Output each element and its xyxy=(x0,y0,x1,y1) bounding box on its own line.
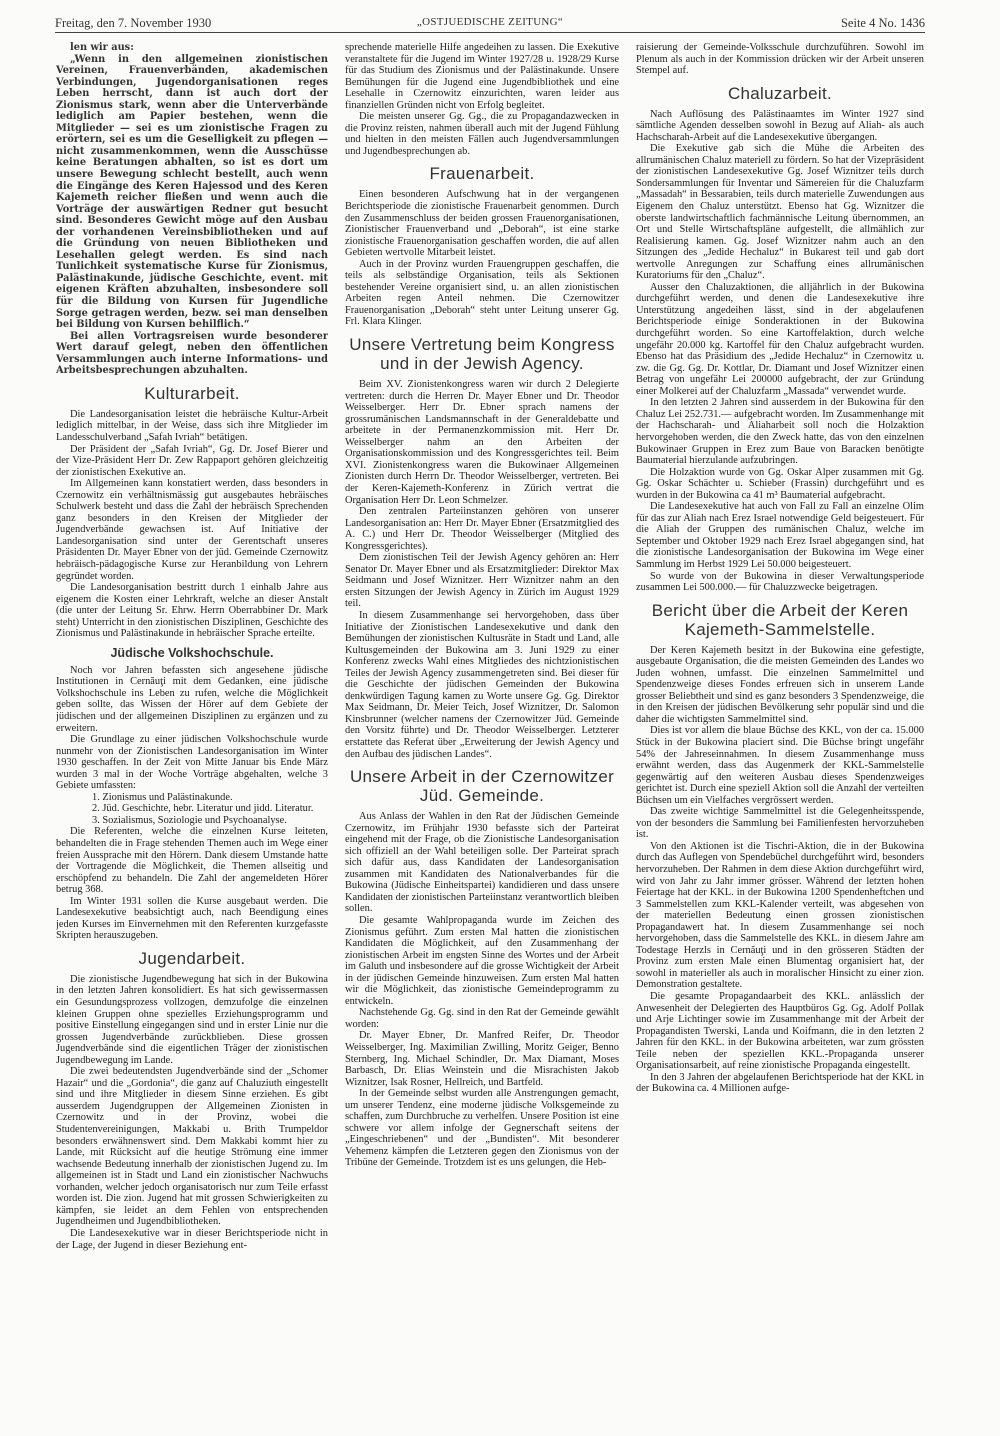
paragraph: Die Grundlage zu einer jüdischen Volkshochschule wurde nunmehr von der Zionistischen Landesorganisation im Winter 1930 geschaffen. In der Zeit von Mitte Januar bis Ende März wurden 3 mal in der Woche Vorträge abgehalten, welche 3 Gebiete umfassten: xyxy=(56,734,328,792)
column-2 xyxy=(345,42,619,1404)
paragraph: Einen besonderen Aufschwung hat in der vergangenen Berichtsperiode die zionistische Frauenarbeit genommen. Durch den Zusammenschluss der beiden grossen Frauenorganisationen, Zionistischer Frauenverband und „Deborah“, ist eine starke zionistische Frauenorganisation geschaffen worden, die auf allen Gebieten wertvolle Mitarbeit leistet. xyxy=(345,189,619,259)
section-heading: Kulturarbeit. xyxy=(144,383,240,403)
paragraph: Im Winter 1931 sollen die Kurse ausgebaut werden. Die Landesexekutive beabsichtigt auch, nach Beendigung eines jeden Kurses im Einvernehmen mit den Referenten kurzgefasste Skripten herauszugeben. xyxy=(56,895,328,942)
page-number: Seite 4 No. 1436 xyxy=(840,16,925,30)
paragraph: In diesem Zusammenhange sei hervorgehoben, dass über Initiative der Zionistischen Landesexekutive und dank den Bemühungen der zionistischen Kultusräte in Stadt und Land, alle Kultusgemeinden der Bukowina am 3. Juni 1929 zu einer Konferenz zwecks Wahl eines Mitgliedes des nichtzionistischen Teiles der Jewish Agency zusammengetreten sind. Bei dieser für die Geschichte der jüdischen Gemeinden der Bukowina denkwürdigen Tagung kamen zu Worte unsere Gg. Gg. Direktor Max Seidmann, Dr. Meier Teich, Josef Wiznitzer, Dr. Salomon Kinsbrunner (welcher namens der Czernowitzer Jüd. Gemeinde den Vorsitz führte) und Dr. Theodor Weisselberger. Letzterer erstattete das Referat über „Erweiterung der Jewish Agency und den Aufbau des jüdischen Landes“. xyxy=(345,609,619,760)
paragraph: Auch in der Provinz wurden Frauengruppen geschaffen, die teils als selbständige Organisation, teils als Sektionen bestehender Vereine organisiert sind, u. an allen zionistischen Arbeiten regen Anteil nehmen. Die Czernowitzer Frauenorganisation „Deborah“ steht unter Leitung unserer Gg. Frl. Klara Klinger. xyxy=(345,258,619,328)
paragraph: Die gesamte Propagandaarbeit des KKL. anlässlich der Anwesenheit der Delegierten des Hauptbüros Gg. Gg. Adolf Pollak und Arje Lichtinger sowie im Zusammenhange mit der Arbeit der Propagandisten Twerski, Landa und Koifmann, die in den letzten 2 Jahren für den KKL. in der Bukowina arbeiteten, war zum grössten Teile neben der speziellen KKL.-Propaganda unserer Organisationsarbeit, auf reine zionistische Propaganda eingestellt. xyxy=(636,991,924,1072)
paragraph: So wurde von der Bukowina in dieser Verwaltungsperiode zusammen Lei 500.000.— für Chaluzzwecke beigetragen. xyxy=(636,570,924,594)
page-header xyxy=(55,16,925,33)
paragraph: Die Referenten, welche die einzelnen Kurse leiteten, behandelten die in Frage stehenden Themen auch im Wege einer freien Aussprache mit den Hörern. Dank diesem Umstande hatte der Vortragende die Möglichkeit, die Themen allseitig und erschöpfend zu behandeln. Die Zahl der angemeldeten Hörer betrug 368. xyxy=(56,826,328,896)
paragraph: Nachstehende Gg. Gg. sind in den Rat der Gemeinde gewählt worden: xyxy=(345,1007,619,1030)
paragraph: Dies ist vor allem die blaue Büchse des KKL, von der ca. 15.000 Stück in der Bukowina placiert sind. Die Büchse bringt ungefähr 54% der Jahreseinnahmen. In diesem Zusammenhange muss erwähnt werden, dass das Augenmerk der KKL-Sammelstelle gegenwärtig auf den weiteren Ausbau dieses Spendenzweiges gerichtet ist. Durch eine speziell Aktion soll die Anzahl der verteilten Büchsen um ein Vielfaches vergrössert werden. xyxy=(636,725,924,806)
section-heading: Chaluzarbeit. xyxy=(727,83,833,103)
paragraph: Aus Anlass der Wahlen in den Rat der Jüdischen Gemeinde Czernowitz, im Frühjahr 1930 befasste sich der Parteirat eingehend mit der Frage, ob die Zionistische Landesorganisation sich offiziell an der Wahl beteiligen solle. Der Parteirat sprach sich dafür aus, dass Kandidaten der Landesorganisation zusammen mit Kandidaten des Nationalverbandes für die Bukowina (Jüdische Einheitspartei) kandidieren und dass unsere Kandidaten der zionistischen Parteiinstanz verantwortlich bleiben sollen. xyxy=(345,811,619,915)
paragraph: Die zwei bedeutendsten Jugendverbände sind der „Schomer Hazair“ und die „Gordonia“, die ganz auf Chaluziuth eingestellt sind und ihre Mitglieder in diesem Sinne erziehen. Es gibt ausserdem Jugendgruppen der Allgemeinen Zionisten in Czernowitz und in der Provinz, wobei die Studentenvereinigungen, Makkabi u. Brith Trumpeldor besonders erwähnenswert sind. Dem Makkabi kommt hier zu Lande, mit Rücksicht auf die heutige Strömung eine immer wachsende Bedeutung innerhalb der zionistischen Jugend zu. Im allgemeinen ist in Stadt und Land ein zionistischer Nachwuchs vorhanden, welcher jedoch organisatorisch nur zum Teile erfasst worden ist. Die zion. Jugend hat mit grossen Schwierigkeiten zu kämpfen, sie leidet an dem Fehlen von entsprechenden Jugendheimen und Jugendbibliotheken. xyxy=(56,1066,328,1228)
paragraph: len wir aus: xyxy=(70,42,134,53)
section-heading: Bericht über die Arbeit der Keren Kajemeth-Sammelstelle. xyxy=(651,600,909,639)
paragraph: „Wenn in den allgemeinen zionistischen Vereinen, Frauenverbänden, akademischen Verbindungen, Jugendorganisationen reges Leben herrscht, dann ist auch dort der Zionismus stark, wenn aber die Unterverbände lediglich am Papier bestehen, wenn die Mitglieder — sei es um zionistische Fragen zu erörtern, sei es um die Geselligkeit zu pflegen — nicht zusammenkommen, wenn die Ausschüsse keine Beratungen abhalten, so ist es dort um unsere Bewegung schlecht bestellt, auch wenn die Eingänge des Keren Hajessod und des Keren Kajemeth reicher fließen und wenn auch die Vorträge der auswärtigen Redner gut besucht sind. Besonderes Gewicht möge auf den Ausbau der vorhandenen Vereinsbibliotheken und auf die Gründung von neuen Bibliotheken und Lesehallen gelegt werden. Es sind nach Tunlichkeit systematische Kurse für Zionismus, Palästinakunde, jüdische Geschichte, event. mit eigenen Kräften abzuhalten, insbesondere soll für die Bildung von Kursen für Jugendliche Sorge getragen werden, bezw. sei man denselben bei Bildung von Kursen behilflich.“ xyxy=(56,53,328,331)
paragraph: Ausser den Chaluzaktionen, die alljährlich in der Bukowina durchgeführt werden, und denen die Landesexekutive ihre Unterstützung angedeihen lässt, sind in der abgelaufenen Berichtsperiode einige Sonderaktionen in der Bukowina durchgeführt worden. So eine Kartoffelaktion, durch welche ungefähr 20.000 kg. Kartoffel für den Chaluz aufgebracht wurden. Ebenso hat das Präsidium des „Jedide Hechaluz“ in Czernowitz u. zw. die Gg. Gg. Dr. Kottlar, Dr. Diamant und Josef Wiznitzer einen Betrag von ungefähr Lei 200000 aufgebracht, der zur Gründung einer Molkerei auf der Chaluzfarm „Massada“ verwendet wurde. xyxy=(636,281,924,397)
paragraph: Den zentralen Parteiinstanzen gehören von unserer Landesorganisation an: Herr Dr. Mayer Ebner (Ersatzmitglied des A. C.) und Herr Dr. Theodor Weisselberger (Mitglied des Kongressgerichtes). xyxy=(345,506,619,552)
paragraph: Dem zionistischen Teil der Jewish Agency gehören an: Herr Senator Dr. Mayer Ebner und als Ersatzmitglieder: Direktor Max Seidmann und Josef Wiznitzer. Herr Wiznitzer nahm an den ersten Sitzungen der Jewish Agency in Zürich im August 1929 teil. xyxy=(345,552,619,610)
section-heading: Jugendarbeit. xyxy=(138,948,246,968)
paragraph: Die Landesexekutive hat auch von Fall zu Fall an einzelne Olim für das zur Aliah nach Erez Israel notwendige Geld beigesteuert. Für die Aliah der Gruppen des rumänischen Chaluz, welche im September und Oktober 1929 nach Erez Israel abgegangen sind, hat die zionistische Landesorganisation der Bukowina im Wege einer Sammlung im Herbst 1929 Lei 50.000 beigesteuert. xyxy=(636,501,924,570)
section-heading: Frauenarbeit. xyxy=(429,164,535,184)
paragraph: Im Allgemeinen kann konstatiert werden, dass besonders in Czernowitz ein verhältnismässig gut ausgebautes hebräisches Schulwerk besteht und dass die Zahl der hebräisch Sprechenden ganz besonders in den Kreisen der Mitglieder der Jugendverbände gewachsen ist. Auf Initiative der Landesorganisation sind unter der Gerentschaft unseres Präsidenten Dr. Mayer Ebner von der jüd. Gemeinde Czernowitz hebräisch-pädagogische Kurse zur Heranbildung von Lehrern gegründet worden. xyxy=(56,478,328,582)
paragraph: Noch vor Jahren befassten sich angesehene jüdische Institutionen in Cernăuţi mit dem Gedanken, eine jüdische Volkshochschule ins Leben zu rufen, welche die Möglichkeit geben sollte, das Wissen der Hörer auf dem Gebiete der jüdischen und der allgemeinen Disziplinen zu ergänzen und zu erweitern. xyxy=(56,664,328,734)
paragraph: Beim XV. Zionistenkongress waren wir durch 2 Delegierte vertreten: durch die Herren Dr. Mayer Ebner und Dr. Theodor Weisselberger. Herr Dr. Ebner sprach namens der grossrumänischen Landsmannschaft in der Generaldebatte und arbeitete in der Permanenzkommission mit. Herr Dr. Weisselberger nahm an den Arbeiten der Organisationskommission und des Kongressgerichtes teil. Beim XVI. Zionistenkongress waren die Bukowinaer Allgemeinen Zionisten durch Herrn Dr. Theodor Weisselberger, vertreten. Bei der Keren-Kajemeth-Konferenz in Zürich vertrat die Organisation Herr Dr. Leon Schmelzer. xyxy=(345,379,619,506)
paragraph: Bei allen Vortragsreisen wurde besonderer Wert darauf gelegt, neben den öffentlichen Versammlungen auch interne Informations- und Arbeitsbesprechungen abzuhalten. xyxy=(56,330,328,377)
paragraph: Dr. Mayer Ebner, Dr. Manfred Reifer, Dr. Theodor Weisselberger, Ing. Maximilian Zwilling, Moritz Geiger, Benno Sternberg, Ing. Michael Schindler, Dr. Max Diamant, Moses Barbasch, Dr. Elias Weinstein und die Misrachisten Jakob Wiznitzer, Isak Rosner, Hellreich, und Bartfeld. xyxy=(345,1030,619,1088)
paragraph: sprechende materielle Hilfe angedeihen zu lassen. Die Exekutive veranstaltete für die Jugend im Winter 1927/28 u. 1928/29 Kurse für das Studium des Zionismus und der Palästinakunde. Unsere Bemühungen für die Jugend eine Jugendbibliothek und eine Lesehalle in Czernowitz einzurichten, waren leider aus finanziellen Gründen nicht von Erfolg begleitet. xyxy=(345,42,619,111)
paragraph: Der Keren Kajemeth besitzt in der Bukowina eine gefestigte, ausgebaute Organisation, die die meisten Gemeinden des Landes wo Juden wohnen, umfasst. Die einzelnen Sammelmittel und Spendenzweige dieses Fondes erfreuen sich in unserem Lande grosser Beliebtheit und sind es ganz besonders 3 Spendenzweige, die in den Kreisen der jüdischen Bevölkerung sehr populär sind und die daher die wichtigsten Sammelmittel sind. xyxy=(636,644,924,725)
paragraph: Nach Auflösung des Palästinaamtes im Winter 1927 sind sämtliche Agenden desselben sowohl in Bezug auf Aliah- als auch Hachscharah-Arbeit auf die Landesexekutive übergangen. xyxy=(636,108,924,143)
paragraph: Von den Aktionen ist die Tischri-Aktion, die in der Bukowina durch das Auflegen von Spendebüchel durchgeführt wird, besonders hervorzuheben. Der Rahmen in dem diese Aktion durchgeführt wird, wird von Jahr zu Jahr immer grösser. Während der letzten hohen Feiertage hat der KKL. in der Bukowina 1200 Spendenheftchen und 3 Sammelstellen zum KKL-Kalender verteilt, was abgesehen von der materiellen Bedeutung einen grossen zionistischen Propagandawert hat. In diesem Zusammenhange sei noch hervorgehoben, dass die Sammelstelle des KKL. in diesem Jahre am Todestage Herzls in Cernăuţi und in den grösseren Städten der Provinz zum ersten Male einen Blumentag organisiert hat, der sowohl in materieller als auch in moralischer Hinsicht zu einer zion. Demonstration gestaltete. xyxy=(636,840,924,991)
paragraph: In der Gemeinde selbst wurden alle Anstrengungen gemacht, um unserer Tendenz, eine moderne jüdische Volksgemeinde zu schaffen, zum Durchbruche zu verhelfen. Unsere Position ist eine schwere vor allem infolge der Gegnerschaft seitens der „Eingeschriebenen“ und der „Bundisten“. Mit besonderer Vehemenz kämpfen die Letzteren gegen den Zionismus von der Tribüne der Gemeinde. Trotzdem ist es uns gelungen, die Heb- xyxy=(345,1088,619,1169)
paragraph: Die Landesorganisation bestritt durch 1 einhalb Jahre aus eigenem die Kosten einer Lehrkraft, welche an dieser Anstalt (die unter der Leitung Sr. Ehrw. Herrn Oberrabbiner Dr. Mark steht) Unterricht in den zionistischen Disziplinen, Geschichte des Zionismus und Palästinakunde in hebräischer Sprache erteilte. xyxy=(56,582,328,640)
paragraph: raisierung der Gemeinde-Volksschule durchzuführen. Sowohl im Plenum als auch in der Kommission drücken wir der Arbeit unseren Stempel auf. xyxy=(636,42,924,77)
column-3 xyxy=(636,42,924,1404)
newspaper-title: „OSTJUEDISCHE ZEITUNG“ xyxy=(416,16,564,28)
list-item: 3. Sozialismus, Soziologie und Psychoanalyse. xyxy=(92,814,287,826)
paragraph: Die meisten unserer Gg. Gg., die zu Propagandazwecken in die Provinz reisten, nahmen überall auch mit der Jugend Fühlung und hielten in den meisten Fällen auch Jugendversammlungen und Jugendbesprechungen ab. xyxy=(345,111,619,157)
section-subheading: Jüdische Volkshochschule. xyxy=(110,645,274,660)
paragraph: In den 3 Jahren der abgelaufenen Berichtsperiode hat der KKL in der Bukowina ca. 4 Millionen aufge- xyxy=(636,1071,924,1095)
paragraph: Der Präsident der „Safah Ivriah“, Gg. Dr. Josef Bierer und der Vize-Präsident Herr Dr. Zew Rappaport gehören gleichzeitig der zionistischen Exekutive an. xyxy=(56,443,328,478)
section-heading: Unsere Vertretung beim Kongress und in der Jewish Agency. xyxy=(349,335,615,374)
list-item: 2. Jüd. Geschichte, hebr. Literatur und jidd. Literatur. xyxy=(92,803,314,815)
paragraph: Die Landesorganisation leistet die hebräische Kultur-Arbeit lediglich mittelbar, in der Weise, dass sich ihre Mitglieder im Landesschulverband „Safah Ivriah“ betätigen. xyxy=(56,408,328,443)
column-1 xyxy=(56,42,328,1404)
section-heading: Unsere Arbeit in der Czernowitzer Jüd. Gemeinde. xyxy=(349,767,615,806)
list-item: 1. Zionismus und Palästinakunde. xyxy=(92,791,233,803)
paragraph: Die gesamte Wahlpropaganda wurde im Zeichen des Zionismus geführt. Zum ersten Mal hatten die zionistischen Kandidaten die Möglichkeit, auf den Zusammenhang der zionistischen Arbeit im engsten Sinne des Wortes und der Arbeit im Galuth und insbesondere auf die grosse Wichtigkeit der Arbeit in der jüdischen Gemeinde hinzuweisen. Zum ersten Mal hatten wir die Möglichkeit, das zionistische Gemeindeprogramm zu entwickeln. xyxy=(345,915,619,1007)
paragraph: Die Holzaktion wurde von Gg. Oskar Alper zusammen mit Gg. Gg. Oskar Schächter u. Schieber (Frassin) durchgeführt und es wurden in der Bukowina ca 41 m³ Baumaterial aufgebracht. xyxy=(636,466,924,501)
paragraph: Das zweite wichtige Sammelmittel ist die Gelegenheitsspende, von der besonders die Sammlung bei Familienfesten hervorzuheben ist. xyxy=(636,806,924,841)
paragraph: Die Exekutive gab sich die Mühe die Arbeiten des allrumänischen Chaluz materiell zu fördern. So hat der Vizepräsident der zionistischen Landesexekutive Gg. Josef Wiznitzer teils durch Sondersammlungen für Inventar und Sämereien für die Chaluzfarm „Massadah“ in Bessarabien, teils durch materielle Zuwendungen aus Eigenem den Chaluz unterstützt. Ebenso hat Gg. Wiznitzer die oberste landwirtschaftlich fachmännische Leitung übernommen, an Ort und Stelle Wirtschaftspläne aufgestellt, die allmählich zur Realisierung kamen. Gg. Josef Wiznitzer nahm auch an den Sitzungen des „Jedide Hechaluz“ in Bukarest teil und gab dort wertvolle Anregungen zur Schaffung eines allrumänischen Kuratoriums für den „Chaluz“. xyxy=(636,143,924,282)
issue-date: Freitag, den 7. November 1930 xyxy=(55,16,212,30)
paragraph: Die zionistische Jugendbewegung hat sich in der Bukowina in den letzten Jahren konsolidiert. Es hat sich gewissermassen ein Gesundungsprozess vollzogen, demzufolge die einzelnen kleinen Gruppen ohne spezielles Erziehungsprogramm und positive Einstellung eingegangen sind und in erster Linie nur die grossen Jugendverbände zurückblieben. Diese grossen Jugendverbände sind die eigentlichen Träger der zionistischen Jugendbewegung im Lande. xyxy=(56,973,328,1066)
paragraph: In den letzten 2 Jahren sind ausserdem in der Bukowina für den Chaluz Lei 252.731.— aufgebracht worden. Im Zusammenhange mit der Hachscharah- und Aliaharbeit soll noch die Holzaktion hervorgehoben werden, die den Zweck hatte, das von den einzelnen Bukowinaer Gruppen in Erez zum Baue von Baracken benötigte Baumaterial hierzulande aufzubringen. xyxy=(636,397,924,467)
paragraph: Die Landesexekutive war in dieser Berichtsperiode nicht in der Lage, der Jugend in dieser Beziehung ent- xyxy=(56,1227,328,1251)
